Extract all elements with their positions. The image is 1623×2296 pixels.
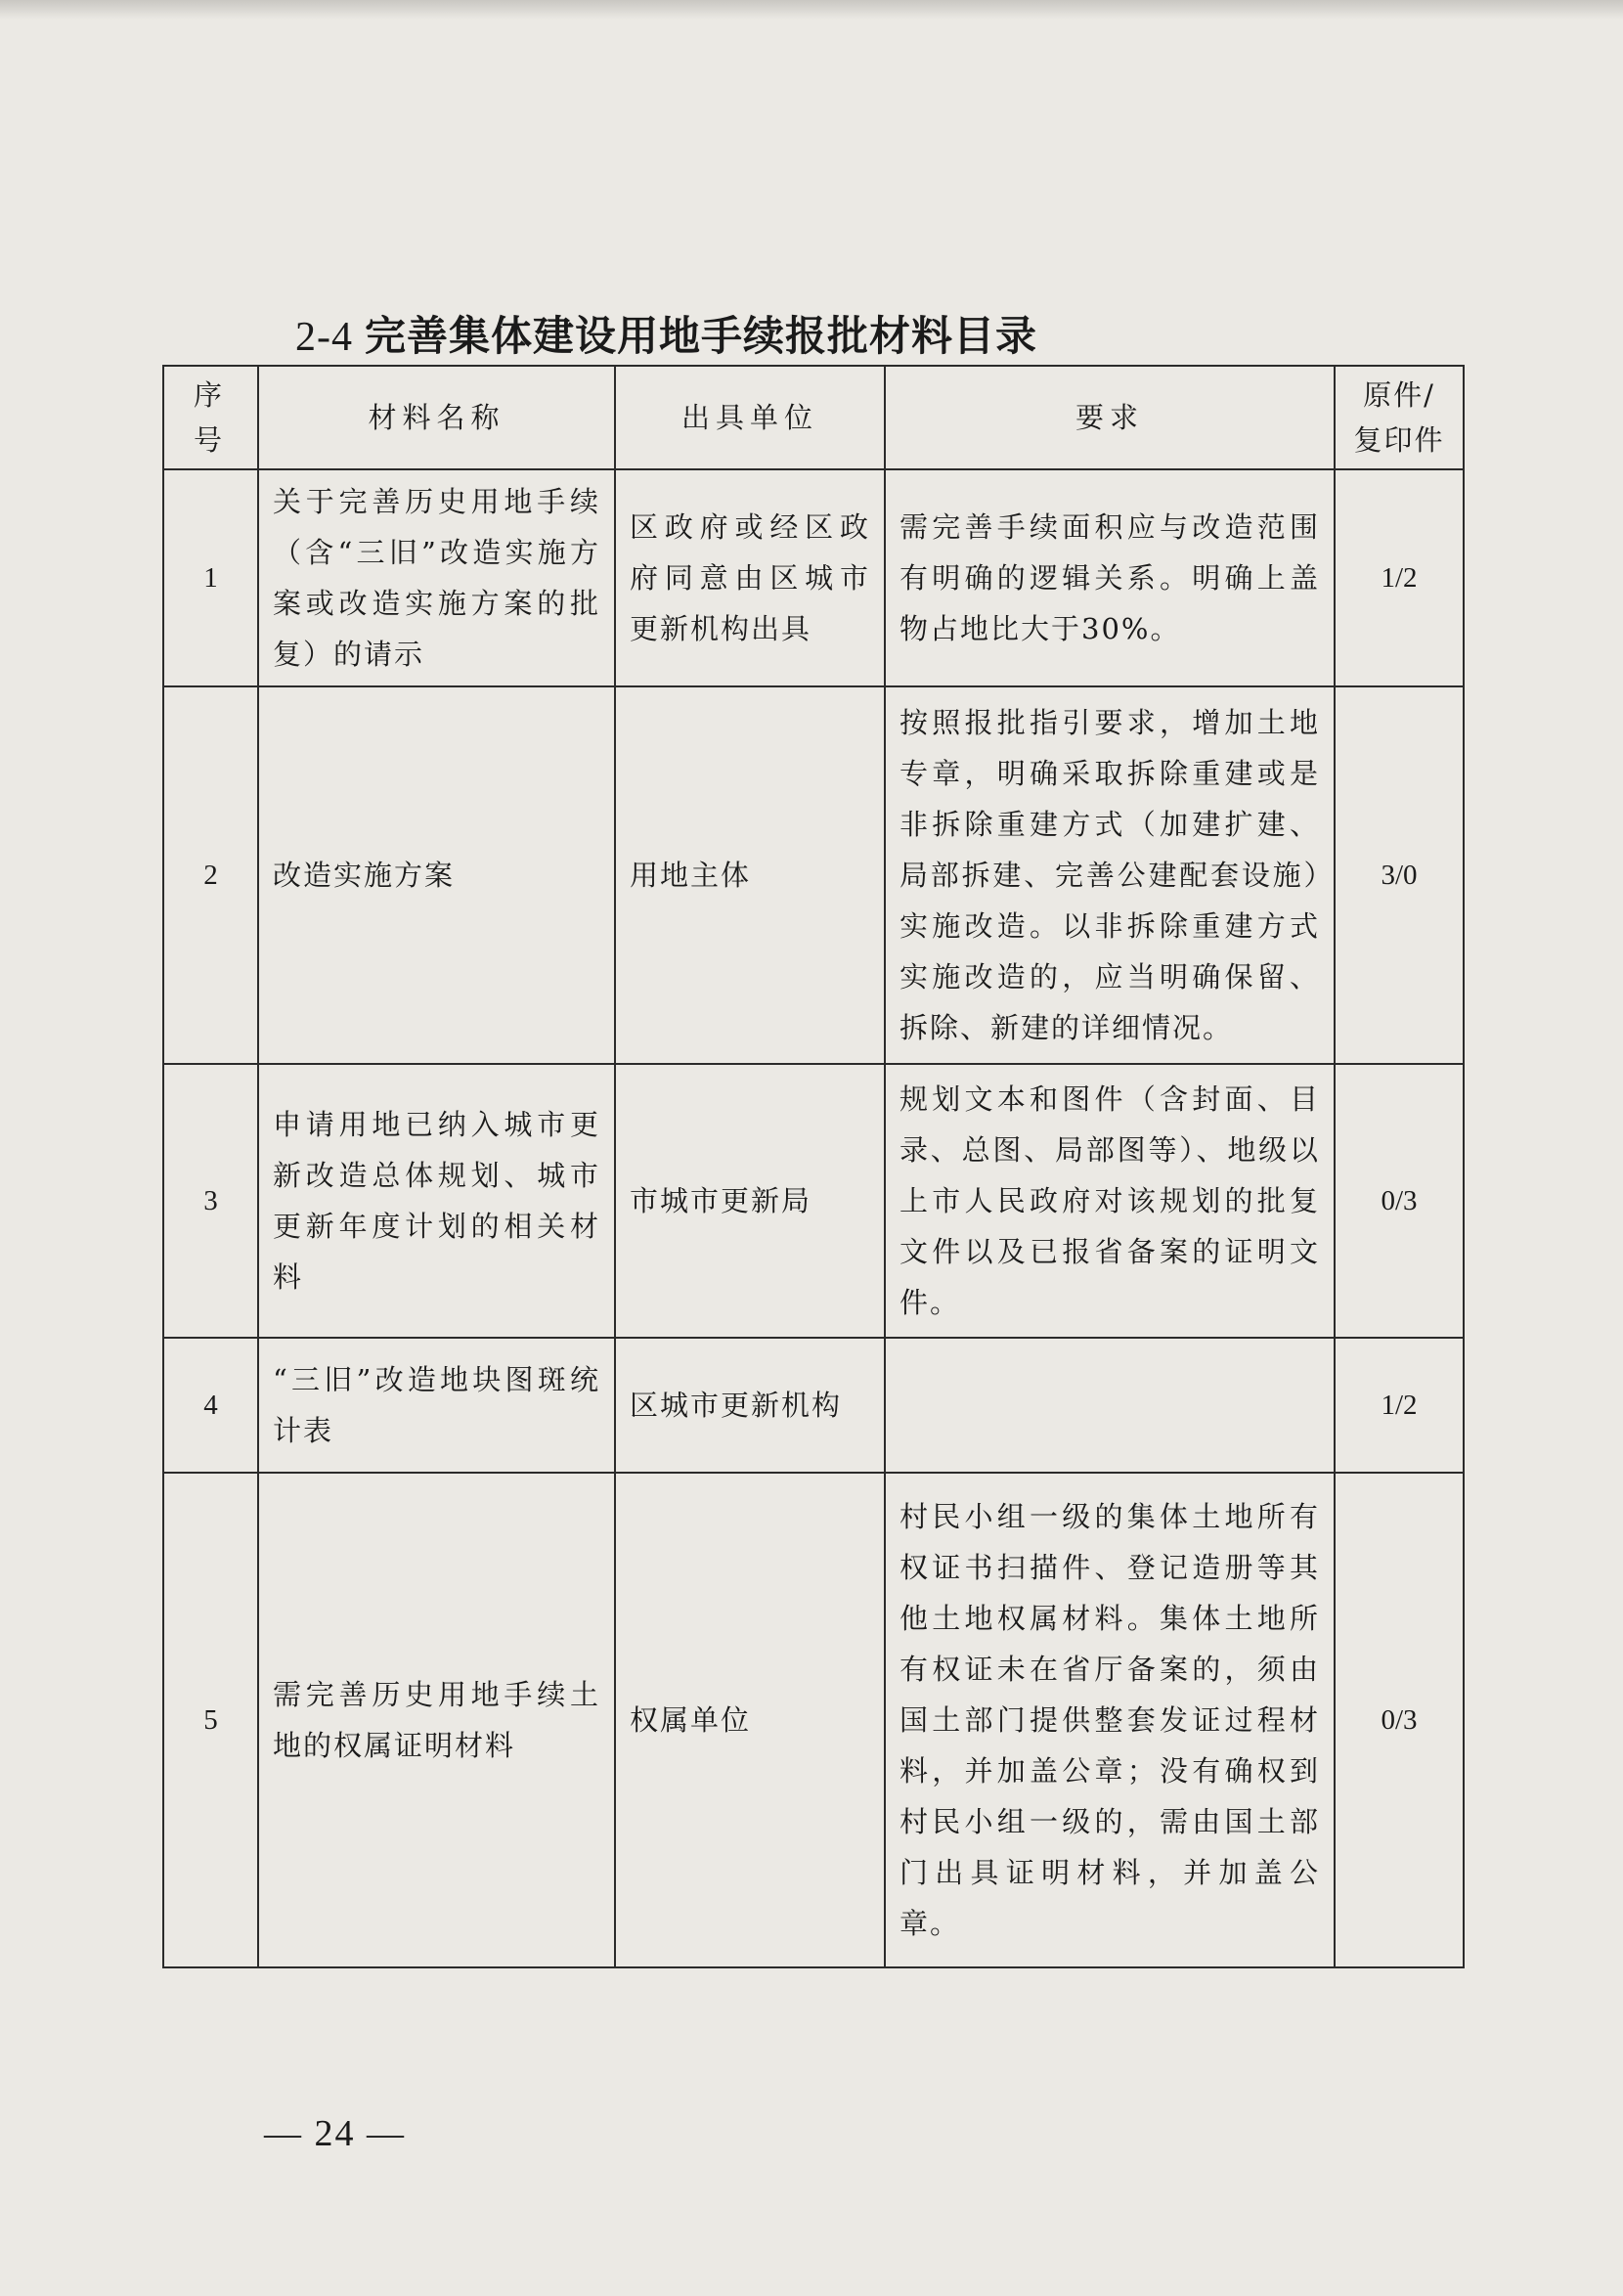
cell-unit: 用地主体 (615, 686, 885, 1064)
table-row (163, 1064, 1464, 1338)
cell-unit: 区城市更新机构 (615, 1338, 885, 1473)
materials-table (162, 365, 1465, 1968)
cell-no: 3 (163, 1064, 258, 1338)
cell-form: 0/3 (1335, 1473, 1464, 1967)
cell-no: 1 (163, 469, 258, 686)
cell-requirement: 按照报批指引要求，增加土地专章，明确采取拆除重建或是非拆除重建方式（加建扩建、局部拆建、完善公建配套设施）实施改造。以非拆除重建方式实施改造的，应当明确保留、拆除、新建的详细情况。 (885, 686, 1335, 1064)
cell-unit: 市城市更新局 (615, 1064, 885, 1338)
header-no: 序号 (163, 366, 258, 469)
table-row (163, 1473, 1464, 1967)
cell-name: 改造实施方案 (258, 686, 615, 1064)
cell-name: 需完善历史用地手续土地的权属证明材料 (258, 1473, 615, 1967)
cell-form: 0/3 (1335, 1064, 1464, 1338)
title-number: 2-4 (295, 315, 353, 360)
cell-form: 1/2 (1335, 469, 1464, 686)
cell-unit: 区政府或经区政府同意由区城市更新机构出具 (615, 469, 885, 686)
cell-no: 4 (163, 1338, 258, 1473)
page-title (295, 305, 1037, 368)
cell-no: 5 (163, 1473, 258, 1967)
header-unit: 出具单位 (615, 366, 885, 469)
table-row (163, 686, 1464, 1064)
header-row (163, 366, 1464, 469)
header-requirement: 要求 (885, 366, 1335, 469)
cell-form: 3/0 (1335, 686, 1464, 1064)
cell-requirement: 需完善手续面积应与改造范围有明确的逻辑关系。明确上盖物占地比大于30%。 (885, 469, 1335, 686)
cell-requirement (885, 1338, 1335, 1473)
table-row (163, 469, 1464, 686)
cell-no: 2 (163, 686, 258, 1064)
cell-unit: 权属单位 (615, 1473, 885, 1967)
scan-edge (0, 0, 1623, 20)
cell-form: 1/2 (1335, 1338, 1464, 1473)
cell-requirement: 村民小组一级的集体土地所有权证书扫描件、登记造册等其他土地权属材料。集体土地所有权证未在省厅备案的，须由国土部门提供整套发证过程材料，并加盖公章；没有确权到村民小组一级的，需由国土部门出具证明材料，并加盖公章。 (885, 1473, 1335, 1967)
header-name: 材料名称 (258, 366, 615, 469)
cell-name: “三旧”改造地块图斑统计表 (258, 1338, 615, 1473)
title-text: 完善集体建设用地手续报批材料目录 (365, 312, 1038, 360)
table-row (163, 1338, 1464, 1473)
cell-requirement: 规划文本和图件（含封面、目录、总图、局部图等）、地级以上市人民政府对该规划的批复文件以及已报省备案的证明文件。 (885, 1064, 1335, 1338)
cell-name: 申请用地已纳入城市更新改造总体规划、城市更新年度计划的相关材料 (258, 1064, 615, 1338)
page-number: — 24 — (264, 2113, 406, 2154)
header-form: 原件/复印件 (1335, 366, 1464, 469)
cell-name: 关于完善历史用地手续（含“三旧”改造实施方案或改造实施方案的批复）的请示 (258, 469, 615, 686)
